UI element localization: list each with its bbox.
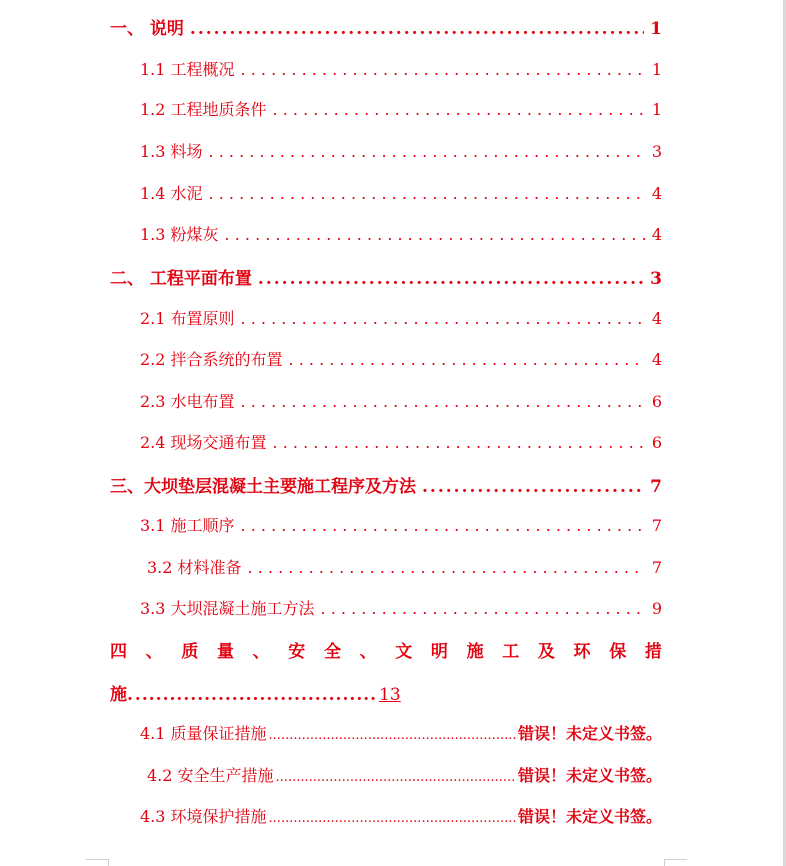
toc-char: 量: [216, 642, 234, 662]
toc-char: 工: [502, 642, 520, 662]
toc-entry-3-3[interactable]: [140, 596, 662, 619]
dot-leader: [273, 100, 646, 119]
toc-entry-label: 2.1 布置原则: [140, 309, 235, 328]
toc-entry-1-5[interactable]: [140, 222, 662, 245]
toc-page-number: 1: [651, 60, 662, 79]
dot-leader: [248, 558, 646, 577]
toc-entry-section-4-continued[interactable]: [110, 680, 401, 705]
toc-page-number: 1: [650, 19, 662, 39]
toc-page-number: 6: [651, 392, 662, 411]
dot-leader: [241, 60, 646, 79]
toc-entry-label: 2.4 现场交通布置: [140, 433, 267, 452]
toc-entry-label: 一、 说明: [110, 19, 184, 39]
toc-char: 保: [609, 642, 627, 662]
dot-leader: [422, 477, 644, 497]
dot-leader: [241, 516, 646, 535]
dot-leader: [190, 19, 644, 39]
toc-char: 、: [252, 642, 270, 662]
dot-leader: [225, 225, 646, 244]
dot-leader: [269, 724, 516, 743]
toc-entry-label: 1.3 料场: [140, 142, 203, 161]
toc-char: 全: [323, 642, 341, 662]
toc-entry-label: 1.1 工程概况: [140, 60, 235, 79]
toc-entry-label: 施.: [110, 685, 133, 705]
dot-leader: [321, 599, 646, 618]
toc-page-number: 7: [650, 477, 662, 497]
toc-page-number: 6: [651, 433, 662, 452]
toc-entry-4-1[interactable]: [140, 721, 662, 744]
toc-entry-1-4[interactable]: [140, 181, 662, 204]
toc-char: 、: [359, 642, 377, 662]
toc-entry-1-1[interactable]: [140, 57, 662, 80]
toc-entry-label: 1.3 粉煤灰: [140, 225, 219, 244]
toc-entry-label: 三、大坝垫层混凝土主要施工程序及方法: [110, 477, 416, 497]
toc-char: 、: [145, 642, 163, 662]
toc-entry-label: 4.3 环境保护措施: [140, 807, 267, 826]
toc-entry-4-2[interactable]: [147, 763, 662, 786]
dot-leader: [276, 766, 516, 785]
toc-char: 环: [573, 642, 591, 662]
toc-page-number: 4: [651, 184, 662, 203]
toc-char: 四: [110, 642, 127, 662]
dot-leader: [258, 269, 644, 289]
dot-leader: [135, 685, 377, 705]
toc-entry-4-3[interactable]: [140, 804, 662, 827]
toc-entry-2-1[interactable]: [140, 306, 662, 329]
toc-char: 文: [395, 642, 413, 662]
toc-entry-3-1[interactable]: [140, 513, 662, 536]
toc-entry-label: 2.2 拌合系统的布置: [140, 350, 283, 369]
toc-char: 及: [537, 642, 555, 662]
toc-entry-2-4[interactable]: [140, 430, 662, 453]
dot-leader: [269, 807, 516, 826]
toc-entry-label: 1.4 水泥: [140, 184, 203, 203]
toc-entry-label: 3.1 施工顺序: [140, 516, 235, 535]
toc-page-number: 3: [651, 142, 662, 161]
page-margin-corner-right: [664, 859, 687, 866]
toc-page-number: 3: [650, 269, 662, 289]
toc-page-number: 9: [651, 599, 662, 618]
toc-entry-label: 4.2 安全生产措施: [147, 766, 274, 785]
toc-entry-2-3[interactable]: [140, 389, 662, 412]
bookmark-error-text: 错误！未定义书签。: [517, 807, 662, 826]
toc-page-number: 4: [651, 309, 662, 328]
toc-page-number: 4: [651, 225, 662, 244]
page-margin-corner-left: [86, 859, 109, 866]
toc-entry-label: 2.3 水电布置: [140, 392, 235, 411]
dot-leader: [289, 350, 646, 369]
toc-char: 质: [181, 642, 199, 662]
dot-leader: [209, 142, 646, 161]
toc-entry-label: 3.2 材料准备: [147, 558, 242, 577]
dot-leader: [209, 184, 646, 203]
toc-char: 施: [466, 642, 484, 662]
toc-page-number[interactable]: 13: [379, 685, 401, 705]
toc-entry-section-3[interactable]: [110, 472, 662, 497]
toc-entry-3-2[interactable]: [147, 555, 662, 578]
toc-entry-1-2[interactable]: [140, 97, 662, 120]
toc-page-number: 4: [651, 350, 662, 369]
dot-leader: [241, 309, 646, 328]
toc-entry-1-3[interactable]: [140, 139, 662, 162]
toc-entry-section-4[interactable]: [110, 637, 662, 662]
toc-page-number: 7: [651, 558, 662, 577]
toc-entry-section-2[interactable]: [110, 264, 662, 289]
toc-entry-label: 1.2 工程地质条件: [140, 100, 267, 119]
toc-entry-label: 二、 工程平面布置: [110, 269, 252, 289]
toc-entry-label: 4.1 质量保证措施: [140, 724, 267, 743]
toc-entry-2-2[interactable]: [140, 347, 662, 370]
bookmark-error-text: 错误！未定义书签。: [517, 766, 662, 785]
dot-leader: [273, 433, 646, 452]
bookmark-error-text: 错误！未定义书签。: [517, 724, 662, 743]
toc-page-number: 1: [651, 100, 662, 119]
toc-char: 安: [288, 642, 306, 662]
dot-leader: [241, 392, 646, 411]
toc-char: 明: [430, 642, 448, 662]
toc-entry-section-1[interactable]: [110, 14, 662, 39]
toc-entry-label: 3.3 大坝混凝土施工方法: [140, 599, 315, 618]
toc-char: 措: [644, 642, 662, 662]
toc-page-number: 7: [651, 516, 662, 535]
